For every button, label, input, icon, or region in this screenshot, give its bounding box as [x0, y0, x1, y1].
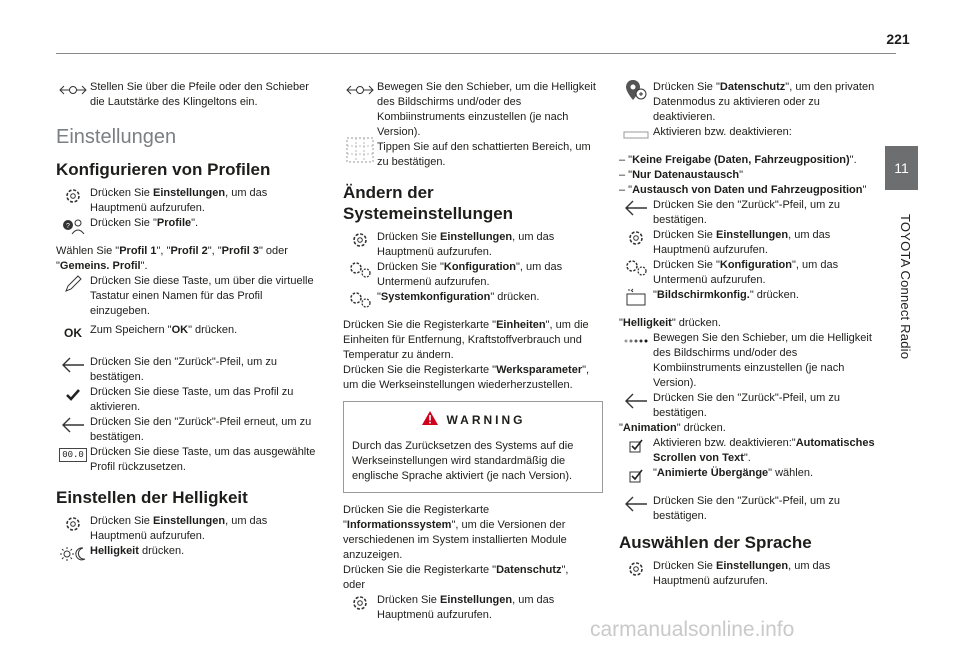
step-text: Drücken Sie "Konfiguration", um das Untermenü aufzurufen. [377, 261, 563, 288]
back-arrow-icon [619, 198, 653, 218]
back-arrow-icon [619, 494, 653, 514]
step-text: Drücken Sie "Konfiguration", um das Untermenü aufzurufen. [653, 259, 839, 286]
warning-text: Durch das Zurücksetzen des Systems auf die Werkseinstellungen wird standardmäßig die englische Sprache aktiviert (je nach Version). [352, 440, 574, 482]
step-text: Drücken Sie "Profile". [90, 217, 199, 229]
step-text: Helligkeit drücken. [90, 545, 185, 557]
privacy-icon [619, 80, 653, 100]
list-item: – "Keine Freigabe (Daten, Fahrzeugposition)". [619, 154, 857, 166]
step-text: Aktivieren bzw. deaktivieren: [653, 126, 792, 138]
step-text: Zum Speichern "OK" drücken. [90, 324, 238, 336]
back-arrow-icon [56, 415, 90, 435]
heading-profiles: Konfigurieren von Profilen [56, 160, 271, 179]
heading-system: Ändern der Systemeinstellungen [343, 183, 514, 223]
step-text: "Systemkonfiguration" drücken. [377, 291, 540, 303]
step-text: Drücken Sie Einstellungen, um das Hauptmenü aufzurufen. [653, 229, 831, 256]
gear-icon [343, 230, 377, 250]
warning-box [343, 401, 603, 493]
gear-icon [619, 228, 653, 248]
step-text: Drücken Sie Einstellungen, um das Hauptmenü aufzurufen. [653, 560, 831, 587]
step-text: Drücken Sie Einstellungen, um das Hauptmenü aufzurufen. [377, 594, 555, 621]
configuration-icon [343, 290, 377, 310]
chapter-tab: 11 [885, 146, 918, 190]
sun-moon-icon [56, 544, 90, 564]
display-icon [619, 288, 653, 308]
brightness-slider-icon [619, 331, 653, 351]
check-icon [56, 385, 90, 405]
step-text: Drücken Sie Einstellungen, um das Hauptmenü aufzurufen. [90, 187, 268, 214]
gear-icon [619, 559, 653, 579]
step-text: Tippen Sie auf den schattierten Bereich, um zu bestätigen. [377, 141, 591, 168]
step-text: Drücken Sie den "Zurück"-Pfeil, um zu bestätigen. [653, 495, 840, 522]
section-title: Einstellungen [56, 126, 177, 148]
gear-icon [56, 186, 90, 206]
header-rule [56, 53, 896, 54]
intro-text: Stellen Sie über die Pfeile oder den Schieber die Lautstärke des Klingeltons ein. [90, 81, 309, 108]
configuration-icon [619, 258, 653, 278]
checkbox-icon [619, 436, 653, 456]
checkbox-icon [619, 466, 653, 486]
warning-title: WARNING [446, 413, 526, 427]
slider-icon [56, 80, 90, 100]
paragraph: Drücken Sie die Registerkarte "Informationssystem", um die Versionen der verschiedenen im System installierten Module anzuzeigen. [343, 504, 567, 561]
heading-brightness: Einstellen der Helligkeit [56, 488, 248, 507]
step-text: Drücken Sie "Datenschutz", um den privaten Datenmodus zu aktivieren oder zu deaktivieren. [653, 81, 875, 123]
column-3 [619, 80, 877, 589]
list-item: – "Nur Datenaustausch" [619, 169, 743, 181]
back-arrow-icon [619, 391, 653, 411]
step-text: Aktivieren bzw. deaktivieren:"Automatisches Scrollen von Text". [653, 437, 875, 464]
step-text: Drücken Sie Einstellungen, um das Hauptmenü aufzurufen. [377, 231, 555, 258]
warning-icon [421, 410, 439, 431]
paragraph: Drücken Sie die Registerkarte "Werksparameter", um die Werkseinstellungen wiederherzustellen. [343, 364, 590, 391]
step-text: Drücken Sie den "Zurück"-Pfeil, um zu bestätigen. [653, 392, 840, 419]
step-text: Bewegen Sie den Schieber, um die Helligkeit des Bildschirms und/oder des Kombiinstruments einzustellen (je nach Version). [377, 81, 596, 138]
step-text: Drücken Sie Einstellungen, um das Hauptmenü aufzurufen. [90, 515, 268, 542]
profile-icon [56, 216, 90, 236]
paragraph: Wählen Sie "Profil 1", "Profil 2", "Profil 3" oder "Gemeins. Profil". [56, 245, 288, 272]
ok-icon: OK [64, 325, 82, 340]
paragraph: Drücken Sie die Registerkarte "Datenschutz", [343, 564, 569, 576]
step-text: Drücken Sie diese Taste, um über die virtuelle Tastatur einen Namen für das Profil einzugeben. [90, 275, 314, 317]
gear-icon [56, 514, 90, 534]
heading-language: Auswählen der Sprache [619, 533, 812, 552]
step-text: Drücken Sie den "Zurück"-Pfeil erneut, um zu bestätigen. [90, 416, 312, 443]
configuration-icon [343, 260, 377, 280]
paragraph: "Helligkeit" drücken. [619, 317, 721, 329]
shaded-area-icon [343, 140, 377, 160]
chapter-title: TOYOTA Connect Radio [898, 214, 913, 360]
page-number: 221 [886, 31, 910, 47]
column-2 [343, 80, 603, 623]
step-text: Drücken Sie diese Taste, um das ausgewählte Profil rückzusetzen. [90, 446, 316, 473]
reset-icon: 00.0 [56, 445, 90, 465]
step-text: Drücken Sie den "Zurück"-Pfeil, um zu bestätigen. [653, 199, 840, 226]
column-1 [56, 80, 324, 564]
paragraph: oder [343, 579, 366, 591]
gear-icon [343, 593, 377, 613]
step-text: "Bildschirmkonfig." drücken. [653, 289, 799, 301]
list-item: – "Austausch von Daten und Fahrzeugposition" [619, 184, 867, 196]
pencil-icon [56, 274, 90, 294]
step-text: Drücken Sie diese Taste, um das Profil zu aktivieren. [90, 386, 294, 413]
toggle-icon [619, 125, 653, 145]
watermark: carmanualsonline.info [590, 618, 795, 641]
paragraph: "Animation" drücken. [619, 422, 726, 434]
step-text: "Animierte Übergänge" wählen. [653, 467, 814, 479]
step-text: Bewegen Sie den Schieber, um die Helligkeit des Bildschirms und/oder des Kombiinstruments einzustellen (je nach Version). [653, 332, 872, 389]
paragraph: Drücken Sie die Registerkarte "Einheiten", um die Einheiten für Entfernung, Kraftstoffverbrauch und Temperatur zu ändern. [343, 319, 589, 361]
slider-icon [343, 80, 377, 100]
svg-text:?: ? [66, 223, 70, 230]
step-text: Drücken Sie den "Zurück"-Pfeil, um zu bestätigen. [90, 356, 277, 383]
back-arrow-icon [56, 355, 90, 375]
